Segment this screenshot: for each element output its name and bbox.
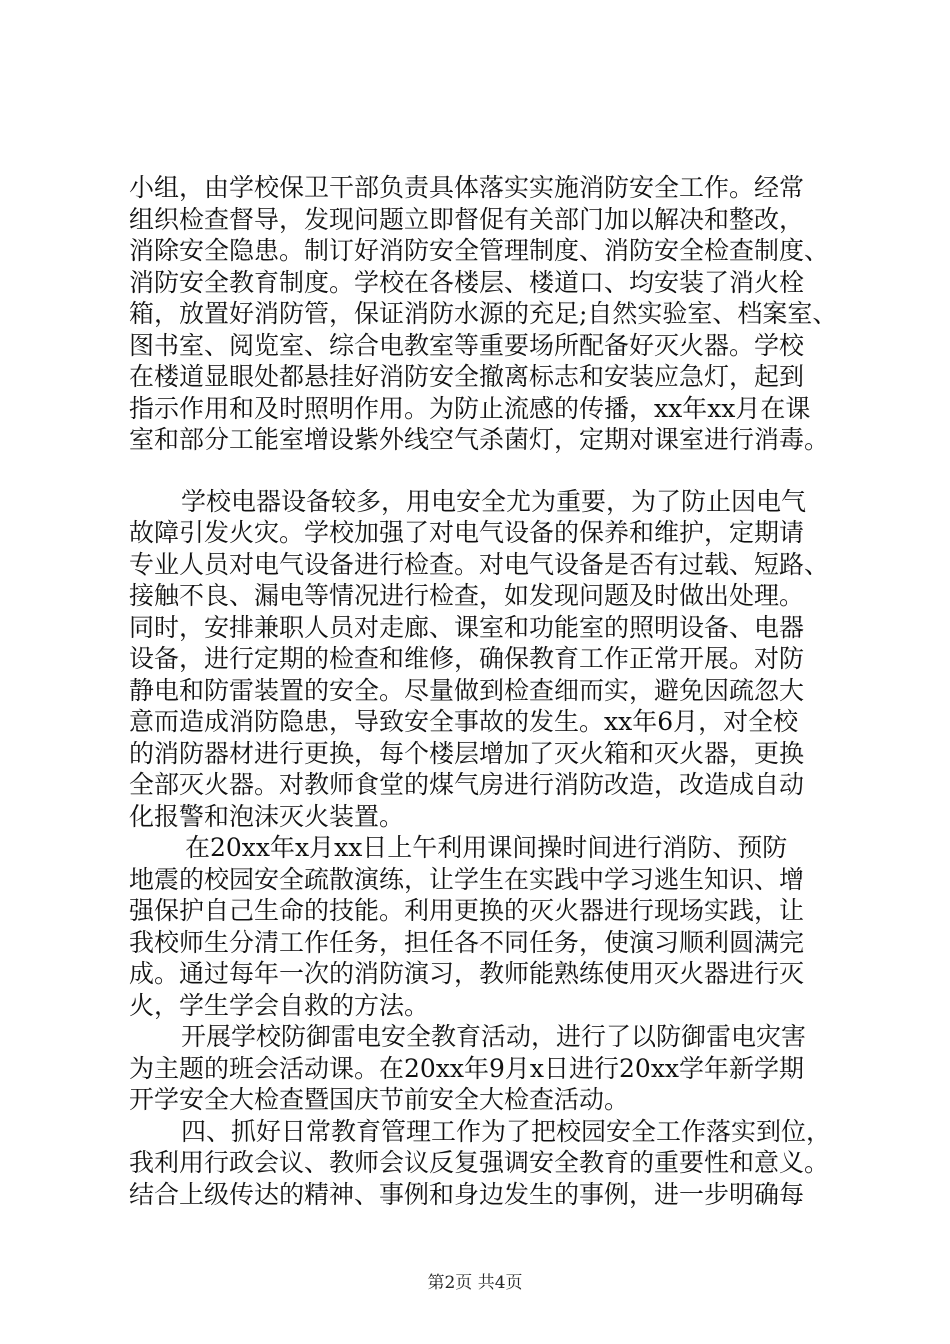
paragraph-line: 四、抓好日常教育管理工作为了把校园安全工作落实到位， [181, 1116, 832, 1146]
paragraph-line: 设备，进行定期的检查和维修，确保教育工作正常开展。对防 [129, 644, 805, 673]
document-body [129, 172, 838, 1210]
paragraph-line: 图书室、阅览室、综合电教室等重要场所配备好灭火器。学校 [129, 330, 805, 360]
paragraph-line: 箱，放置好消防管，保证消防水源的充足;自然实验室、档案室、 [129, 299, 838, 328]
paragraph-line: 小组，由学校保卫干部负责具体落实实施消防安全工作。经常 [129, 173, 805, 202]
paragraph-1 [129, 172, 838, 456]
paragraph-line: 全部灭火器。对教师食堂的煤气房进行消防改造，改造成自动 [129, 770, 805, 799]
page-number-label: 第2页 共4页 [427, 1273, 523, 1293]
paragraph-4 [129, 1021, 829, 1116]
paragraph-line: 开展学校防御雷电安全教育活动，进行了以防御雷电灾害 [181, 1022, 807, 1051]
paragraph-line: 我利用行政会议、教师会议反复强调安全教育的重要性和意义。 [129, 1148, 830, 1177]
paragraph-line: 故障引发火灾。学校加强了对电气设备的保养和维护，定期请 [129, 518, 805, 547]
paragraph-line: 火，学生学会自救的方法。 [129, 990, 430, 1020]
paragraph-line: 强保护自己生命的技能。利用更换的灭火器进行现场实践，让 [129, 896, 805, 925]
paragraph-gap [129, 456, 829, 486]
paragraph-line: 学校电器设备较多，用电安全尤为重要，为了防止因电气 [181, 486, 807, 516]
paragraph-line: 化报警和泡沫灭火装置。 [129, 801, 405, 831]
paragraph-line: 意而造成消防隐患，导致安全事故的发生。xx年6月，对全校 [129, 707, 799, 736]
paragraph-line: 室和部分工能室增设紫外线空气杀菌灯，定期对课室进行消毒。 [129, 425, 830, 454]
paragraph-line: 同时，安排兼职人员对走廊、课室和功能室的照明设备、电器 [129, 612, 805, 642]
paragraph-line: 专业人员对电气设备进行检查。对电气设备是否有过载、短路、 [129, 549, 830, 579]
paragraph-line: 开学安全大检查暨国庆节前安全大检查活动。 [129, 1085, 630, 1114]
paragraph-line: 消除安全隐患。制订好消防安全管理制度、消防安全检查制度、 [129, 236, 830, 265]
paragraph-2 [129, 486, 829, 833]
paragraph-line: 为主题的班会活动课。在20xx年9月x日进行20xx学年新学期 [129, 1053, 805, 1083]
paragraph-line: 地震的校园安全疏散演练，让学生在实践中学习逃生知识、增 [129, 864, 805, 894]
page-footer [0, 1272, 950, 1294]
paragraph-line: 接触不良、漏电等情况进行检查，如发现问题及时做出处理。 [129, 581, 805, 610]
paragraph-line: 结合上级传达的精神、事例和身边发生的事例，进一步明确每 [129, 1179, 805, 1209]
paragraph-line: 在楼道显眼处都悬挂好消防安全撤离标志和安装应急灯，起到 [129, 362, 805, 391]
paragraph-line: 组织检查督导，发现问题立即督促有关部门加以解决和整改， [129, 204, 805, 234]
paragraph-line: 静电和防雷装置的安全。尽量做到检查细而实，避免因疏忽大 [129, 675, 805, 705]
paragraph-line: 成。通过每年一次的消防演习，教师能熟练使用灭火器进行灭 [129, 959, 805, 988]
paragraph-line: 指示作用和及时照明作用。为防止流感的传播，xx年xx月在课 [129, 393, 811, 423]
paragraph-line: 的消防器材进行更换，每个楼层增加了灭火箱和灭火器，更换 [129, 738, 805, 768]
paragraph-3 [129, 832, 829, 1021]
paragraph-line: 消防安全教育制度。学校在各楼层、楼道口、均安装了消火栓 [129, 267, 805, 297]
paragraph-line: 我校师生分清工作任务，担任各不同任务，使演习顺利圆满完 [129, 927, 805, 957]
paragraph-line: 在20xx年x月xx日上午利用课间操时间进行消防、预防 [185, 833, 788, 862]
paragraph-5 [129, 1116, 832, 1211]
